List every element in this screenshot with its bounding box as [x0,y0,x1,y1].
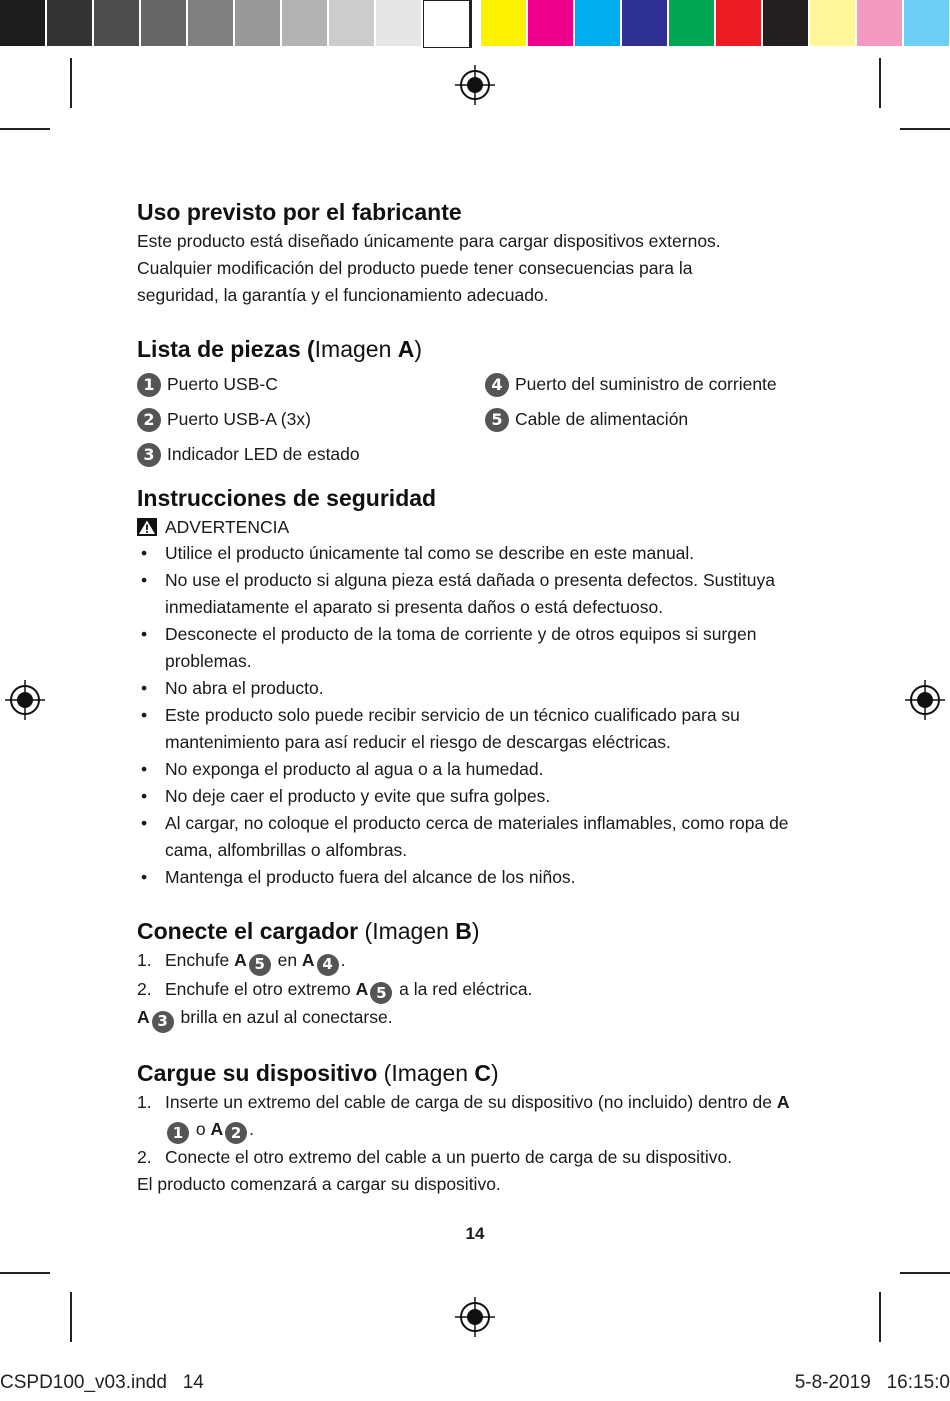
intended-use-section [137,196,817,309]
step-item: 2. Conecte el otro extremo del cable a un puerto de carga de su dispositivo. [137,1147,733,1167]
process-swatch [575,0,622,46]
slug-file: CSPD100_v03.indd 14 [0,1372,204,1393]
crop-mark [70,1292,72,1342]
registration-mark-icon [455,1297,495,1337]
process-swatch [622,0,669,46]
part-item [485,371,815,398]
list-item: • No abra el producto. [137,675,817,702]
process-swatch [904,0,949,46]
part-item [137,406,485,433]
section-title: Uso previsto por el fabricante [137,199,462,225]
part-number-badge: 4 [317,954,339,976]
list-item: • Este producto solo puede recibir servicio de un técnico cualificado para su mantenimiento para así reducir el riesgo de descargas eléctricas. [137,702,817,756]
section-title: Conecte el cargador (Imagen B) [137,918,480,944]
parts-list [137,371,817,468]
safety-section [137,482,817,891]
crop-mark [900,1272,950,1274]
registration-mark-icon [455,65,495,105]
part-label: Indicador LED de estado [167,444,360,464]
list-item: • Mantenga el producto fuera del alcance de los niños. [137,864,817,891]
process-swatch [481,0,528,46]
crop-mark [900,128,950,130]
warning-line [137,514,817,540]
page-number: 14 [465,1224,485,1243]
step-item: 1. Inserte un extremo del cable de carga de su dispositivo (no incluido) dentro de A1 o A 2 . [137,1089,815,1145]
part-label: Cable de alimentación [515,409,689,429]
step-item: 1. Enchufe A 5 en A 4 . [137,947,817,976]
gray-swatch [0,0,47,46]
crop-mark [70,58,72,108]
process-swatch [810,0,857,46]
charge-steps [137,1089,817,1172]
charge-note: El producto comenzará a cargar su dispositivo. [137,1174,501,1194]
process-swatch [669,0,716,46]
connect-note: A 3 brilla en azul al conectarse. [137,1004,817,1033]
gray-swatch [141,0,188,46]
crop-mark [0,1272,50,1274]
part-label: Puerto USB-C [167,374,278,394]
part-number-badge: 4 [485,373,509,397]
part-label: Puerto USB-A (3x) [167,409,311,429]
page-content [137,196,817,1222]
warning-label: ADVERTENCIA [165,517,290,537]
gray-color-bar [0,0,472,48]
charge-section [137,1057,817,1199]
registration-mark-icon [5,680,45,720]
process-color-bar [481,0,949,48]
part-number-badge: 5 [249,954,271,976]
part-number-badge: 1 [167,1122,189,1144]
connect-steps [137,947,817,1004]
part-number-badge: 5 [370,982,392,1004]
gray-swatch [376,0,423,46]
slug-date: 5-8-2019 16:15:0 [794,1372,950,1393]
process-swatch [763,0,810,46]
process-swatch [716,0,763,46]
crop-mark [879,58,881,108]
gray-swatch [47,0,94,46]
body-line: Este producto está diseñado únicamente para cargar dispositivos externos. [137,231,721,251]
list-item: • No exponga el producto al agua o a la humedad. [137,756,817,783]
section-title: Cargue su dispositivo (Imagen C) [137,1059,499,1086]
step-item: 2. Enchufe el otro extremo A 5 a la red eléctrica. [137,976,817,1005]
process-swatch [857,0,904,46]
list-item: • Utilice el producto únicamente tal como se describe en este manual. [137,540,817,567]
gray-swatch [329,0,376,46]
part-item [137,441,485,468]
list-item: • No use el producto si alguna pieza está dañada o presenta defectos. Sustituya inmediatamente el aparato si presenta daños o está defectuoso. [137,567,815,621]
safety-list [137,540,817,891]
section-title: Lista de piezas (Imagen A) [137,336,423,362]
gray-swatch [423,0,470,48]
parts-section [137,333,817,468]
crop-mark [0,128,50,130]
connect-section [137,915,817,1033]
part-number-badge: 5 [485,408,509,432]
gray-swatch [282,0,329,46]
part-number-badge: 2 [225,1122,247,1144]
part-number-badge: 3 [137,443,161,467]
body-line: Cualquier modificación del producto puede tener consecuencias para la [137,258,693,278]
list-item: • Desconecte el producto de la toma de corriente y de otros equipos si surgen problemas. [137,621,817,675]
warning-triangle-icon [137,518,157,536]
part-item [137,371,485,398]
body-line: seguridad, la garantía y el funcionamiento adecuado. [137,285,549,305]
part-item [485,406,815,433]
part-number-badge: 2 [137,408,161,432]
crop-mark [879,1292,881,1342]
part-number-badge: 3 [152,1011,174,1033]
part-label: Puerto del suministro de corriente [515,374,777,394]
gray-swatch [188,0,235,46]
list-item: • Al cargar, no coloque el producto cerca de materiales inflamables, como ropa de cama, alfombrillas o alfombras. [137,810,817,864]
section-title: Instrucciones de seguridad [137,485,437,511]
gray-swatch [235,0,282,46]
registration-mark-icon [905,680,945,720]
gray-swatch [94,0,141,46]
list-item: • No deje caer el producto y evite que sufra golpes. [137,783,817,810]
process-swatch [528,0,575,46]
part-number-badge: 1 [137,373,161,397]
